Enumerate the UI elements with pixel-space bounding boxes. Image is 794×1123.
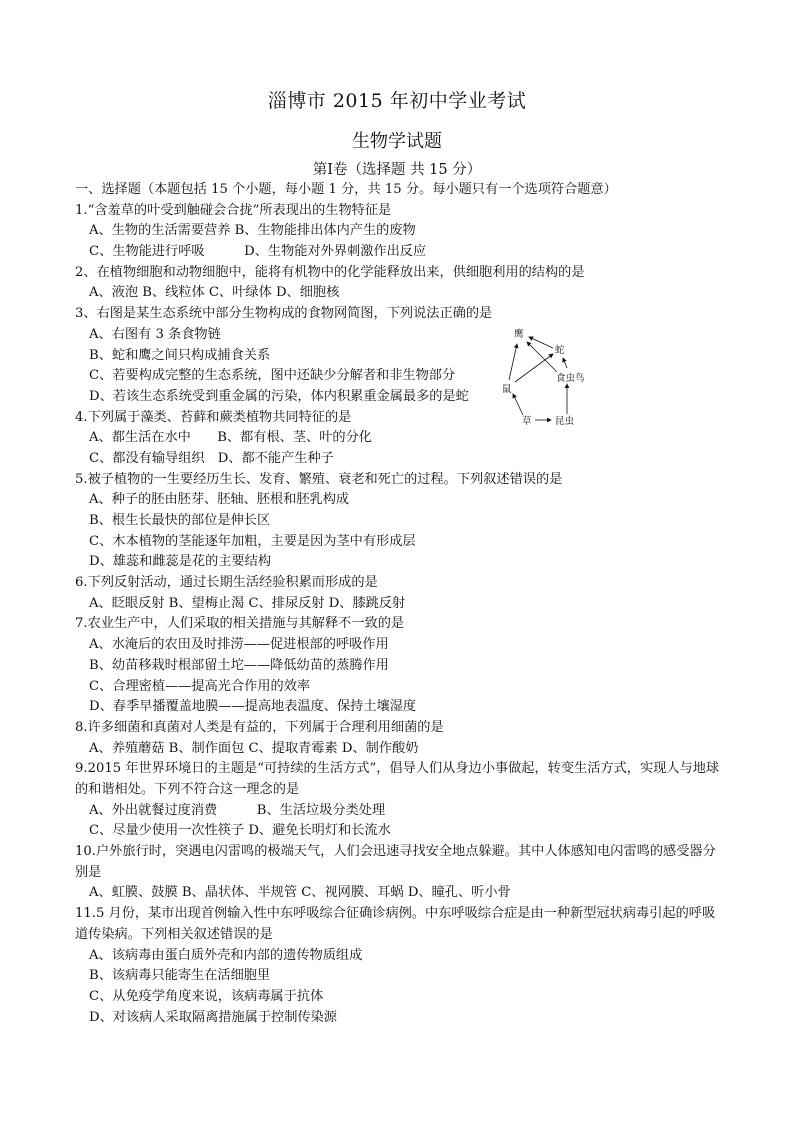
- question-text: 9.2015 年世界环境日的主题是“可持续的生活方式”，倡导人们从身边小事做起，转变生活方式，实现人与地球的和谐相处。下列不符合这一理念的是: [75, 761, 720, 797]
- answer-option: A、生物的生活需要营养 B、生物能排出体内产生的废物: [89, 223, 416, 239]
- answer-option: C、木本植物的茎能逐年加粗，主要是因为茎中有形成层: [89, 533, 416, 549]
- answer-option: C、生物能进行呼吸 D、生物能对外界刺激作出反应: [89, 244, 427, 260]
- answer-option: B、该病毒只能寄生在活细胞里: [89, 968, 271, 984]
- answer-option: A、外出就餐过度消费 B、生活垃圾分类处理: [89, 802, 386, 818]
- answer-option: B、幼苗移栽时根部留土坨——降低幼苗的蒸腾作用: [89, 657, 389, 673]
- food-web-diagram: [497, 322, 597, 434]
- answer-option: D、雄蕊和雌蕊是花的主要结构: [89, 554, 272, 570]
- answer-option: D、若该生态系统受到重金属的污染，体内积累重金属最多的是蛇: [89, 388, 469, 404]
- answer-option: C、若要构成完整的生态系统，图中还缺少分解者和非生物部分: [89, 368, 456, 384]
- node-eagle: 鹰: [514, 329, 524, 340]
- node-insect: 昆虫: [555, 416, 575, 427]
- node-mouse: 鼠: [502, 384, 512, 395]
- answer-option: A、虹膜、鼓膜 B、晶状体、半规管 C、视网膜、耳蜗 D、瞳孔、听小骨: [89, 885, 511, 901]
- exam-title: 淄博市 2015 年初中学业考试: [267, 90, 527, 112]
- answer-option: A、都生活在水中 B、都有根、茎、叶的分化: [89, 430, 372, 446]
- arrow-bird-snake: [563, 358, 567, 368]
- answer-option: C、都没有输导组织 D、都不能产生种子: [89, 450, 334, 466]
- answer-option: A、养殖蘑菇 B、制作面包 C、提取青霉素 D、制作酸奶: [89, 740, 419, 756]
- answer-option: A、右图有 3 条食物链: [89, 326, 221, 342]
- answer-option: C、尽量少使用一次性筷子 D、避免长明灯和长流水: [89, 823, 391, 839]
- answer-option: C、从免疫学角度来说，该病毒属于抗体: [89, 988, 324, 1004]
- question-text: 8.许多细菌和真菌对人类是有益的，下列属于合理利用细菌的是: [75, 719, 444, 735]
- answer-option: C、合理密植——提高光合作用的效率: [89, 678, 311, 694]
- answer-option: A、该病毒由蛋白质外壳和内部的遗传物质组成: [89, 947, 363, 963]
- question-text: 2、在植物细胞和动物细胞中，能将有机物中的化学能释放出来，供细胞利用的结构的是: [75, 264, 585, 280]
- exam-subtitle: 生物学试题: [352, 131, 442, 152]
- section-title: 第Ⅰ卷（选择题 共 15 分）: [312, 162, 482, 178]
- question-text: 4.下列属于藻类、苔藓和蕨类植物共同特征的是: [75, 409, 352, 425]
- answer-option: B、根生长最快的部位是伸长区: [89, 513, 271, 528]
- node-bird: 食虫鸟: [556, 373, 585, 384]
- question-text: 6.下列反射活动，通过长期生活经验积累而形成的是: [75, 575, 378, 591]
- arrow-snake-eagle: [529, 337, 553, 348]
- question-text: 5.被子植物的一生要经历生长、发育、繁殖、衰老和死亡的过程。下列叙述错误的是: [75, 471, 563, 487]
- answer-option: A、种子的胚由胚芽、胚轴、胚根和胚乳构成: [89, 492, 350, 508]
- answer-option: D、春季早播覆盖地膜——提高地表温度、保持土壤湿度: [89, 699, 417, 715]
- arrow-bird-eagle: [527, 342, 557, 372]
- question-text: 7.农业生产中，人们采取的相关措施与其解释不一致的是: [75, 616, 405, 632]
- answer-option: A、液泡 B、线粒体 C、叶绿体 D、细胞核: [89, 285, 340, 301]
- question-text: 3、右图是某生态系统中部分生物构成的食物网简图，下列说法正确的是: [75, 306, 493, 322]
- answer-option: A、水淹后的农田及时排涝——促进根部的呼吸作用: [89, 637, 389, 653]
- arrow-grass-mouse: [513, 394, 523, 415]
- question-text: 1.“含羞草的叶受到触碰会合拢”所表现出的生物特征是: [75, 202, 392, 218]
- answer-option: D、对该病人采取隔离措施属于控制传染源: [89, 1009, 337, 1025]
- arrow-mouse-eagle: [509, 344, 517, 380]
- answer-option: A、眨眼反射 B、望梅止渴 C、排尿反射 D、膝跳反射: [89, 595, 406, 611]
- question-list: [75, 180, 725, 1028]
- answer-option: B、蛇和鹰之间只构成捕食关系: [89, 347, 271, 363]
- question-text: 一、选择题（本题包括 15 个小题，每小题 1 分，共 15 分。每小题只有一个选项符合题意）: [75, 182, 617, 197]
- node-snake: 蛇: [555, 345, 565, 356]
- arrow-mouse-snake: [515, 354, 553, 382]
- question-text: 11.5 月份，某市出现首例输入性中东呼吸综合征确诊病例。中东呼吸综合症是由一种新型冠状病毒引起的呼吸道传染病。下列相关叙述错误的是: [75, 906, 716, 942]
- question-text: 10.户外旅行时，突遇电闪雷鸣的极端天气，人们会迅速寻找安全地点躲避。其中人体感知电闪雷鸣的感受器分别是: [75, 844, 716, 880]
- node-grass: 草: [522, 416, 532, 427]
